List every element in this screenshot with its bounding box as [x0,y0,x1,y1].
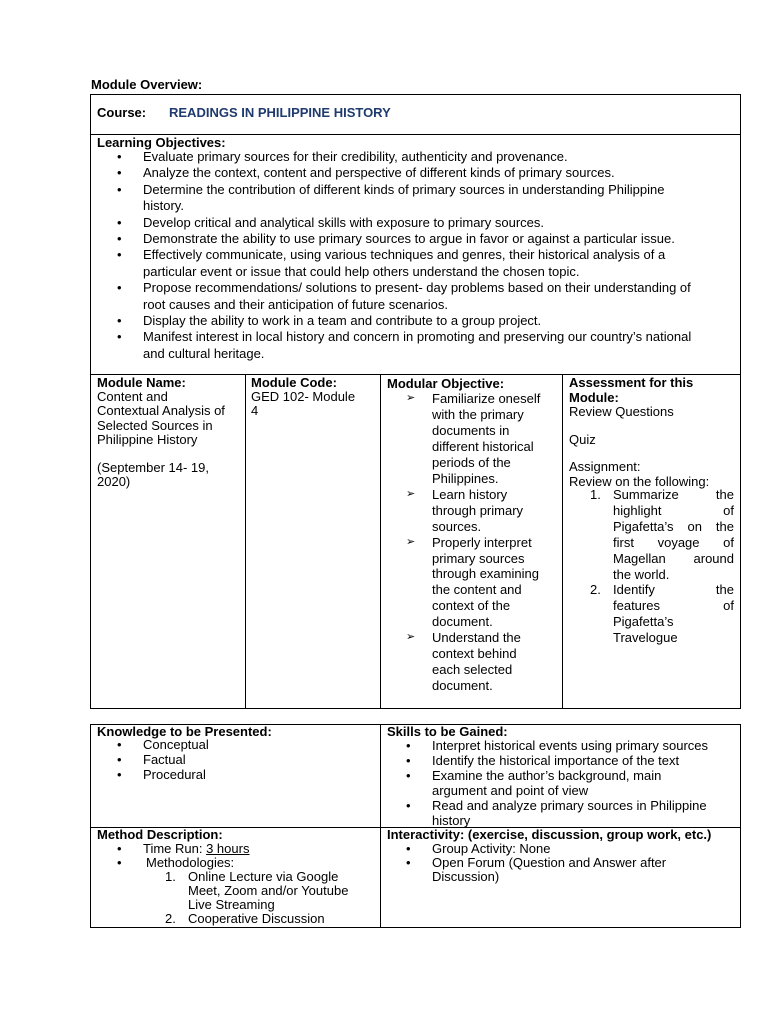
assessment-item-text: Pigafetta’s [613,614,674,630]
objective-item [117,313,738,329]
modular-objective-item-text: periods of the [432,454,511,470]
methodology-item-text: Cooperative Discussion [188,911,325,926]
time-run-value: 3 hours [206,841,250,856]
assessment-assignment: Assignment: [569,459,641,474]
objective-item [117,149,738,165]
assessment-item-text: Pigafetta’s on the [613,518,734,534]
bullet-icon: • [406,738,411,753]
modular-objective-heading: Modular Objective: [387,376,505,391]
bullet-icon: • [117,181,122,197]
knowledge-item-text: Factual [143,751,186,767]
modular-objective-item-text: documents in [432,422,510,438]
assessment-heading: Module: [569,389,619,405]
modular-objective-item-text: through examining [432,566,539,582]
module-name-text: Philippine History [97,431,198,447]
methodology-item-number: 2. [165,911,176,926]
bullet-icon: • [117,149,122,164]
skills-heading: Skills to be Gained: [387,724,508,739]
modular-objective-item [406,391,560,487]
objective-item [117,329,738,362]
modular-objective-item-text: Understand the [432,630,521,646]
assessment-cell [569,376,735,489]
knowledge-item [117,766,209,783]
module-name-cell [97,376,243,489]
assessment-item-text: Summarize the [613,487,734,502]
knowledge-list [117,737,209,782]
bullet-icon: • [117,231,122,247]
modular-objective-item-text: context of the [432,598,511,614]
modular-objective-item-text: the content and [432,582,522,598]
modular-objective-item-text: document. [432,678,493,694]
modular-objective-item [406,486,560,535]
module-code-text: GED 102- Module [251,389,356,405]
interactivity-item-text: Discussion) [432,869,500,884]
bullet-icon: • [117,313,122,329]
methodology-item [165,912,380,926]
methodology-items [165,870,380,926]
skills-item [406,768,737,798]
modular-objective-item-text: sources. [432,518,482,534]
modular-objective-item-text: with the primary [432,406,524,422]
module-dates-text: 2020) [97,474,131,490]
skills-item-text: history [432,813,471,828]
course-title: READINGS IN PHILIPPINE HISTORY [169,105,391,120]
assessment-review-following: Review on the following: [569,473,710,489]
time-run-item: • Time Run: 3 hours [117,841,250,856]
objective-item-text: Manifest interest in local history and concern in promoting and preserving our country’s national [143,329,692,345]
objective-item [117,214,738,231]
module-name-text: Contextual Analysis of [97,403,225,419]
objective-item-text: Develop critical and analytical skills with exposure to primary sources. [143,214,544,230]
objective-item-text: Determine the contribution of different kinds of primary sources in understanding Philippine [143,181,665,197]
modular-objective-cell [387,376,559,392]
assessment-quiz: Quiz [569,431,596,447]
objective-item [117,231,738,247]
assessment-review: Review Questions [569,404,674,419]
interactivity-item-text: Open Forum (Question and Answer after [432,855,667,870]
bullet-icon: • [117,165,122,181]
module-code-heading: Module Code: [251,375,337,390]
assessment-heading: Assessment for this [569,375,694,390]
objective-item-text: Evaluate primary sources for their credibility, authenticity and provenance. [143,149,568,164]
interactivity-heading: Interactivity: (exercise, discussion, group work, etc.) [387,827,712,842]
modular-objective-list [406,391,560,694]
objective-item-text: Display the ability to work in a team and contribute to a group project. [143,313,542,329]
knowledge-item-text: Conceptual [143,737,209,752]
objective-item [117,247,738,280]
skills-list [406,738,737,828]
skills-item [406,798,737,828]
modular-objective-item-text: Properly interpret [432,534,532,550]
bullet-icon: ➢ [406,487,416,500]
bullet-icon: • [117,766,122,782]
assessment-item-text: the world. [613,566,670,582]
methodology-item-text: Meet, Zoom and/or Youtube [188,883,349,898]
modular-objective-item-text: each selected [432,662,513,678]
methodology-item-text: Online Lecture via Google [188,869,339,884]
methodologies-item: • Methodologies: [117,855,235,870]
assessment-item-text: first voyage of [613,534,734,550]
assessment-item-number: 1. [590,487,601,502]
objective-item-text: Propose recommendations/ solutions to present- day problems based on their understanding of [143,280,691,296]
modular-objective-item-text: different historical [432,438,534,454]
objective-item-text: root causes and their anticipation of future scenarios. [143,296,448,312]
module-code-cell [251,376,377,419]
skills-item-text: Identify the historical importance of the text [432,753,680,768]
module-name-text: Content and [97,389,168,405]
objective-item [117,181,738,215]
assessment-item [590,487,734,582]
bullet-icon: • [117,737,122,752]
methodology-item [165,870,380,912]
objective-item-text: Effectively communicate, using various techniques and genres, their historical analysis of a [143,247,666,263]
assessment-item-text: highlight of [613,502,734,518]
knowledge-item [117,737,209,753]
skills-item [406,738,737,753]
objective-item-text: history. [143,198,184,214]
assessment-items [590,487,734,646]
method-heading: Method Description: [97,827,223,842]
modular-objective-item-text: document. [432,614,493,630]
bullet-icon: • [406,753,411,768]
module-name-text: Selected Sources in [97,417,213,433]
knowledge-item-text: Procedural [143,766,206,782]
knowledge-heading: Knowledge to be Presented: [97,724,272,739]
objective-item-text: Analyze the context, content and perspective of different kinds of primary sources. [143,165,615,181]
interactivity-item [406,855,737,884]
objective-item [117,165,738,181]
modular-objective-item-text: through primary [432,502,524,518]
objective-item-text: particular event or issue that could help others understand the chosen topic. [143,263,580,279]
bullet-icon: • [406,798,411,813]
bullet-icon: • [117,329,122,345]
modular-objective-item [406,534,560,631]
modular-objective-item-text: Philippines. [432,470,499,486]
bullet-icon: • [117,751,122,767]
skills-item-text: Examine the author’s background, main [432,768,662,783]
bullet-icon: • [406,855,411,870]
course-label: Course: [97,105,147,120]
skills-item-text: Read and analyze primary sources in Philippine [432,798,707,813]
skills-item-text: Interpret historical events using primary sources [432,738,709,753]
objective-item-text: Demonstrate the ability to use primary sources to argue in favor or against a particular issue. [143,231,675,247]
bullet-icon: • [406,768,411,783]
bullet-icon: ➢ [406,535,416,548]
module-dates-text: (September 14- 19, [97,460,210,476]
objective-item [117,280,738,313]
bullet-icon: • [117,214,122,230]
assessment-item-number: 2. [590,582,601,598]
knowledge-item [117,751,209,768]
assessment-item-text: Travelogue [613,630,678,646]
assessment-item-text: Identify the [613,582,734,598]
modular-objective-item-text: Learn history [432,486,508,502]
methodology-item-text: Live Streaming [188,897,275,912]
methodology-item-number: 1. [165,869,176,884]
objectives-list [117,149,738,362]
method-list [117,841,378,870]
skills-item-text: argument and point of view [432,783,589,798]
bullet-icon: ➢ [406,631,416,644]
assessment-item [590,582,734,646]
page-title: Module Overview: [91,77,203,92]
module-name-heading: Module Name: [97,375,186,390]
assessment-item-text: features of [613,598,734,614]
modular-objective-item-text: context behind [432,646,517,662]
bullet-icon: • [117,247,122,263]
assessment-item-text: Magellan around [613,550,734,566]
interactivity-item-text: Group Activity: None [432,841,551,856]
module-code-text: 4 [251,403,259,419]
modular-objective-item-text: Familiarize oneself [432,391,541,406]
bullet-icon: • [406,841,411,856]
modular-objective-item-text: primary sources [432,550,525,566]
bullet-icon: • [117,280,122,296]
interactivity-item [406,841,737,856]
objectives-heading: Learning Objectives: [97,135,226,150]
objective-item-text: and cultural heritage. [143,345,265,361]
bullet-icon: ➢ [406,392,416,404]
skills-item [406,753,737,768]
modular-objective-item [406,630,560,694]
interactivity-list [406,841,737,884]
